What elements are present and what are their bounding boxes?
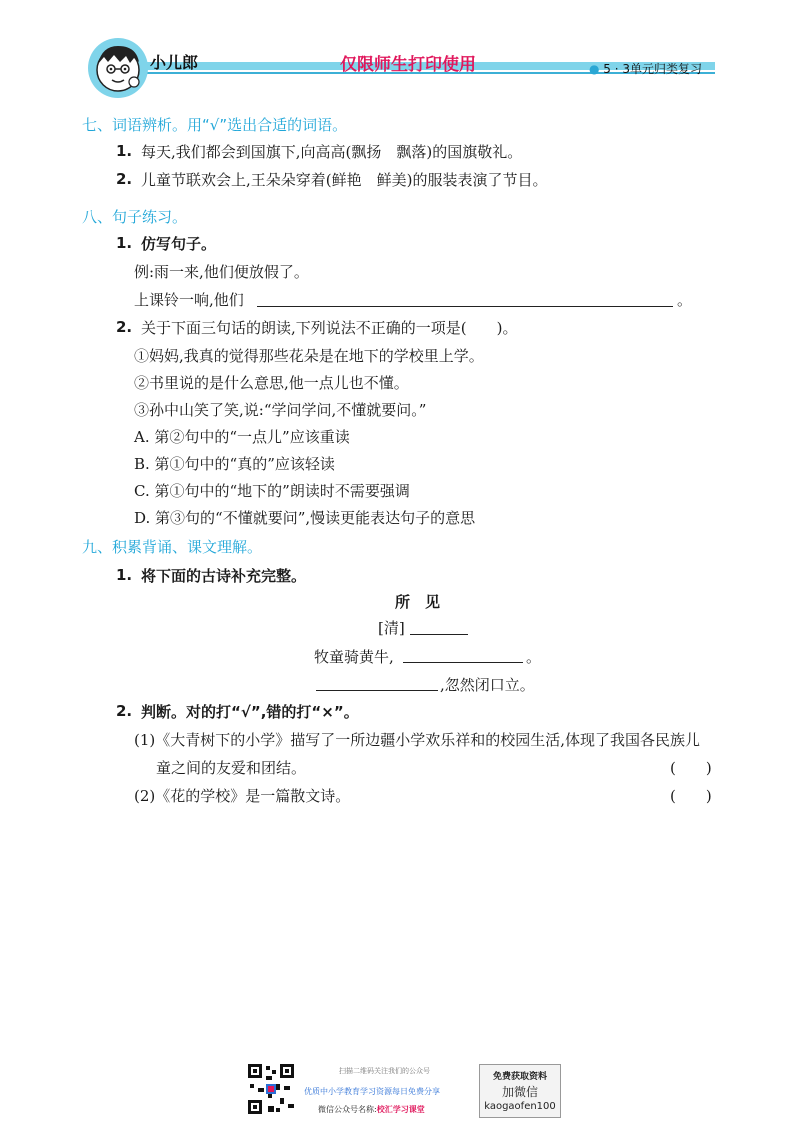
question-8-1-title: 仿写句子。 xyxy=(141,235,217,253)
question-7-1: 每天,我们都会到国旗下,向高高(飘扬 飘落)的国旗敬礼。 xyxy=(141,143,523,161)
question-7-2: 儿童节联欢会上,王朵朵穿着(鲜艳 鲜美)的服装表演了节目。 xyxy=(141,171,548,189)
judge-1-line-2: 童之间的友爱和团结。 xyxy=(156,759,307,777)
poem-line-1: 牧童骑黄牛, xyxy=(314,648,394,666)
section-9-title: 九、积累背诵、课文理解。 xyxy=(82,538,263,556)
section-7-title: 七、词语辨析。用“√”选出合适的词语。 xyxy=(82,116,348,134)
option-d: D. 第③句的“不懂就要问”,慢读更能表达句子的意思 xyxy=(134,509,476,527)
answer-blank[interactable] xyxy=(257,306,673,307)
fill-end: 。 xyxy=(677,291,693,309)
judge-1-line-1: (1)《大青树下的小学》描写了一所边疆小学欢乐祥和的校园生活,体现了我国各民族儿 xyxy=(134,731,701,749)
question-9-1-title: 将下面的古诗补充完整。 xyxy=(141,567,307,585)
share-text: 优质中小学教育学习资源每日免费分享 xyxy=(304,1087,440,1096)
question-9-2-title: 判断。对的打“√”,错的打“×”。 xyxy=(141,703,359,721)
option-c: C. 第①句中的“地下的”朗读时不需要强调 xyxy=(134,482,410,500)
sentence-1: ①妈妈,我真的觉得那些花朵是在地下的学校里上学。 xyxy=(134,347,484,365)
qr-code-icon xyxy=(246,1062,296,1116)
question-number: 2. xyxy=(116,702,133,720)
boy-mascot-logo xyxy=(86,36,150,100)
poem-blank-1[interactable] xyxy=(403,662,523,663)
brand-name: 小儿郎 xyxy=(150,53,199,72)
scan-qr-text: 扫描二维码关注我们的公众号 xyxy=(339,1067,430,1075)
sentence-2: ②书里说的是什么意思,他一点儿也不懂。 xyxy=(134,374,409,392)
question-number: 1. xyxy=(116,142,133,160)
judge-1-answer-paren[interactable]: ( ) xyxy=(670,759,712,777)
bullet-icon: ● xyxy=(589,62,600,76)
poem-title: 所 见 xyxy=(395,593,441,611)
example-sentence: 例:雨一来,他们便放假了。 xyxy=(134,263,309,281)
question-number: 2. xyxy=(116,318,133,336)
fill-prompt: 上课铃一响,他们 xyxy=(134,291,244,309)
wechat-id: kaogaofen100 xyxy=(484,1101,556,1112)
question-number: 2. xyxy=(116,170,133,188)
poem-blank-2[interactable] xyxy=(316,690,438,691)
sentence-3: ③孙中山笑了笑,说:“学问学问,不懂就要问。” xyxy=(134,401,427,419)
option-a: A. 第②句中的“一点儿”应该重读 xyxy=(134,428,350,446)
account-line xyxy=(318,1104,425,1115)
account-name: 校汇学习课堂 xyxy=(376,1105,425,1114)
question-number: 1. xyxy=(116,234,133,252)
free-material-text: 免费获取资料 xyxy=(492,1072,547,1082)
poem-line-2: ,忽然闭口立。 xyxy=(440,676,535,694)
wechat-contact-box xyxy=(479,1064,561,1118)
option-b: B. 第①句中的“真的”应该轻读 xyxy=(134,455,335,473)
judge-2: (2)《花的学校》是一篇散文诗。 xyxy=(134,787,351,805)
section-8-title: 八、句子练习。 xyxy=(82,208,188,226)
author-blank[interactable] xyxy=(410,634,468,635)
unit-title xyxy=(589,60,702,77)
account-label: 微信公众号名称: xyxy=(318,1105,377,1114)
question-8-2: 关于下面三句话的朗读,下列说法不正确的一项是( )。 xyxy=(141,319,518,337)
print-notice-banner: 仅限师生打印使用 xyxy=(340,55,476,75)
add-wechat-text: 加微信 xyxy=(501,1085,538,1099)
poem-dynasty: [清] xyxy=(378,619,405,637)
unit-label: 5 · 3单元归类复习 xyxy=(599,62,703,76)
question-number: 1. xyxy=(116,566,133,584)
poem-line-1-end: 。 xyxy=(526,648,542,666)
judge-2-answer-paren[interactable]: ( ) xyxy=(670,787,712,805)
